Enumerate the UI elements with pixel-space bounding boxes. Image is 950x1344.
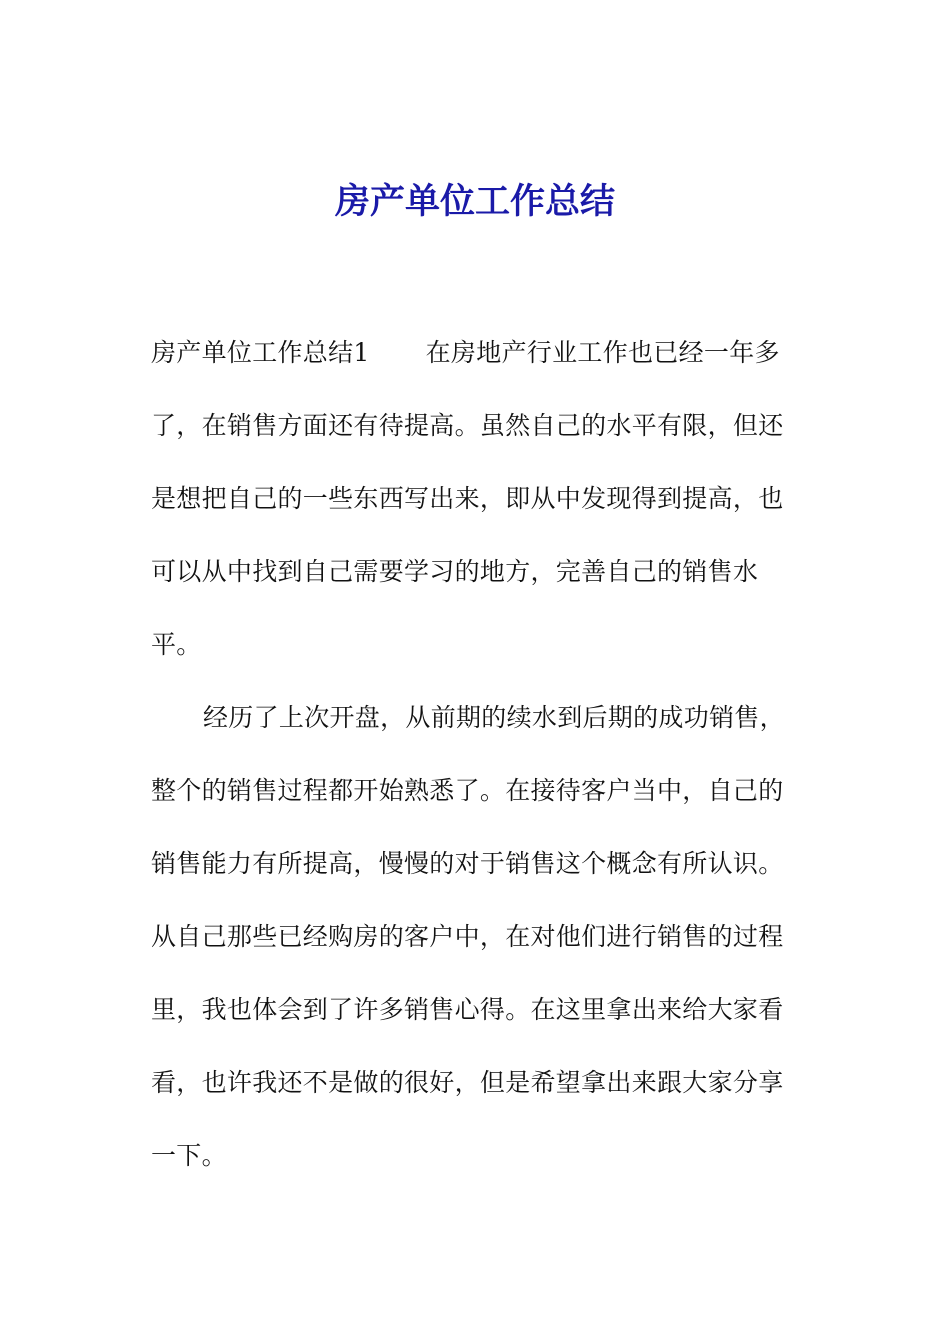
document-title: 房产单位工作总结 [334,181,615,222]
document-body [151,325,799,1201]
section-heading: 房产单位工作总结1 [151,338,370,367]
paragraph-line: 整个的销售过程都开始熟悉了。在接待客户当中，自己的 [151,776,784,805]
paragraph-line: 从自己那些已经购房的客户中，在对他们进行销售的过程 [151,922,784,951]
paragraph-line: 可以从中找到自己需要学习的地方，完善自己的销售水 [151,557,759,586]
paragraph-2 [151,690,799,1201]
paragraph-1 [151,325,799,690]
paragraph-line: 平。 [151,630,202,659]
paragraph-line [151,325,799,398]
paragraph-line: 销售能力有所提高，慢慢的对于销售这个概念有所认识。 [151,849,784,878]
paragraph-line: 是想把自己的一些东西写出来，即从中发现得到提高，也 [151,484,784,513]
paragraph-line: 了，在销售方面还有待提高。虽然自己的水平有限，但还 [151,411,784,440]
paragraph-line: 经历了上次开盘，从前期的续水到后期的成功销售， [203,703,785,732]
paragraph-line: 看，也许我还不是做的很好，但是希望拿出来跟大家分享 [151,1068,784,1097]
paragraph-line: 一下。 [151,1141,227,1170]
paragraph-line: 里，我也体会到了许多销售心得。在这里拿出来给大家看 [151,995,784,1024]
line-text: 在房地产行业工作也已经一年多 [425,338,780,367]
